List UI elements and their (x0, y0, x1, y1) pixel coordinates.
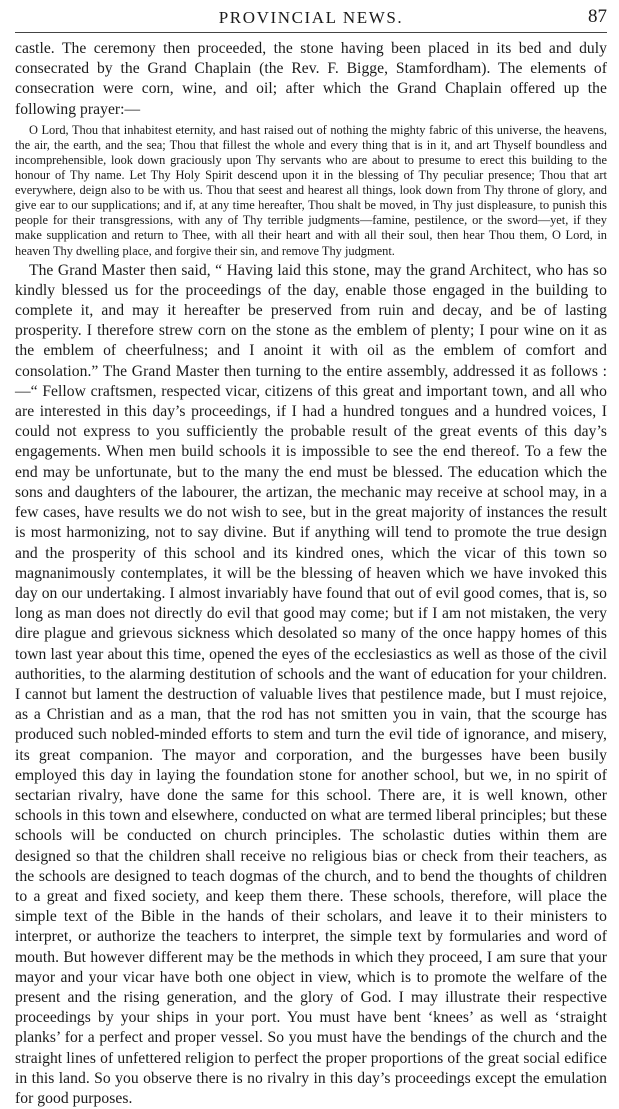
paragraph-opening: castle. The ceremony then proceeded, the stone having been placed in its bed and duly consecrated by the Grand Chaplain (the Rev. F. Bigge, Stamfordham). The elements of consecration were corn, wine, and oil; after which the Grand Chaplain offered up the following prayer:— (15, 40, 607, 118)
document-page (15, 6, 607, 1109)
page-number: 87 (588, 6, 607, 27)
running-title: PROVINCIAL NEWS. (218, 8, 404, 27)
paragraph-grand-master-speech: The Grand Master then said, “ Having laid this stone, may the grand Architect, who has so kindly blessed us for the proceedings of the day, enable those engaged in the building to complete it, and may it hereafter be preserved from ruin and decay, and be of lasting prosperity. I therefore strew corn on the stone as the emblem of plenty; I pour wine on it as the emblem of cheerfulness; and I anoint it with oil as the emblem of comfort and consolation.” The Grand Master then turning to the entire assembly, addressed it as follows :—“ Fellow craftsmen, respected vicar, citizens of this great and important town, and all who are interested in this day’s proceedings, if I had a hundred tongues and a hundred voices, I could not express to you sufficiently the probable result of the great events of this day’s engagements. When men build schools it is impossible to see the end thereof. To a few the end may be unfortunate, but to the many the end must be blessed. The education which the sons and daughters of the labourer, the artizan, the mechanic may receive at school may, in a few cases, have results we do not wish to see, but in the great majority of instances the result is most harmonizing, not to say divine. But if anything will tend to promote the true design and the prosperity of this school and its kindred ones, which the vicar of this town so magnanimously contemplates, it will be the blessing of heaven which we have invoked this day on our undertaking. I almost invariably have found that out of evil good comes, that is, so long as man does not directly do evil that good may come; but if I am not mistaken, the very dire plague and grievous sickness which desolated so many of the once happy homes of this town last year about this time, opened the eyes of the ecclesiastics as well as those of the civil authorities, to the alarming destitution of schools and the want of education for your children. I cannot but lament the destruction of valuable lives that pestilence made, but I must rejoice, as a Christian and as a man, that the rod has not smitten you in vain, that the scourge has produced such nobled-minded efforts to stem and turn the evil tide of ignorance, and misery, its great companion. The mayor and corporation, and the burgesses have been busily employed this day in laying the foundation stone for another school, but we, in no spirit of sectarian rivalry, have done the same for this school. There are, it is well known, other schools in this town and elsewhere, conducted on what are termed liberal principles; but these schools will be conducted on church principles. The scholastic duties within them are designed so that the children shall receive no religious bias or check from their teachers, as the schools are designed to teach dogmas of the church, and to bend the thoughts of children to a great and fixed society, and keep them there. These schools, therefore, will place the simple text of the Bible in the hands of their scholars, and leave it to their ministers to interpret, or authorize the teachers to interpret, the simple text by formularies and word of mouth. But however different may be the methods in which they proceed, I am sure that your mayor and your vicar have both one object in view, which is to promote the welfare of the present and the rising generation, and the glory of God. I may illustrate their respective proceedings by your ships in your port. You must have bent ‘knees’ as well as ‘straight planks’ for a perfect and proper vessel. So you must have the bendings of the church and the straight lines of unfettered religion to perfect the proper proportions of the great social edifice in this land. So you observe there is no rivalry in this day’s proceedings except the emulation for good purposes. (15, 261, 607, 1107)
page-header (15, 6, 607, 33)
prayer-text: O Lord, Thou that inhabitest eternity, and hast raised out of nothing the mighty fabric of this universe, the heavens, the air, the earth, and the sea; Thou that fillest the whole and every thing that is in it, and art Thyself boundless and incomprehensible, look down graciously upon Thy servants who are about to presume to erect this building to the honour of Thy name. Let Thy Holy Spirit descend upon it in the blessing of Thy peculiar presence; Thou that art everywhere, deign also to be with us. Thou that seest and hearest all things, look down from Thy throne of glory, and give ear to our supplications; and if, at any time hereafter, Thou shalt be moved, in Thy just displeasure, to punish this people for their transgressions, with any of Thy terrible judgments—famine, pestilence, or the sword—yet, if they make supplication and return to Thee, with all their heart and with all their soul, then hear Thou them, O Lord, in heaven Thy dwelling place, and forgive their sin, and remove Thy judgment. (15, 122, 607, 258)
